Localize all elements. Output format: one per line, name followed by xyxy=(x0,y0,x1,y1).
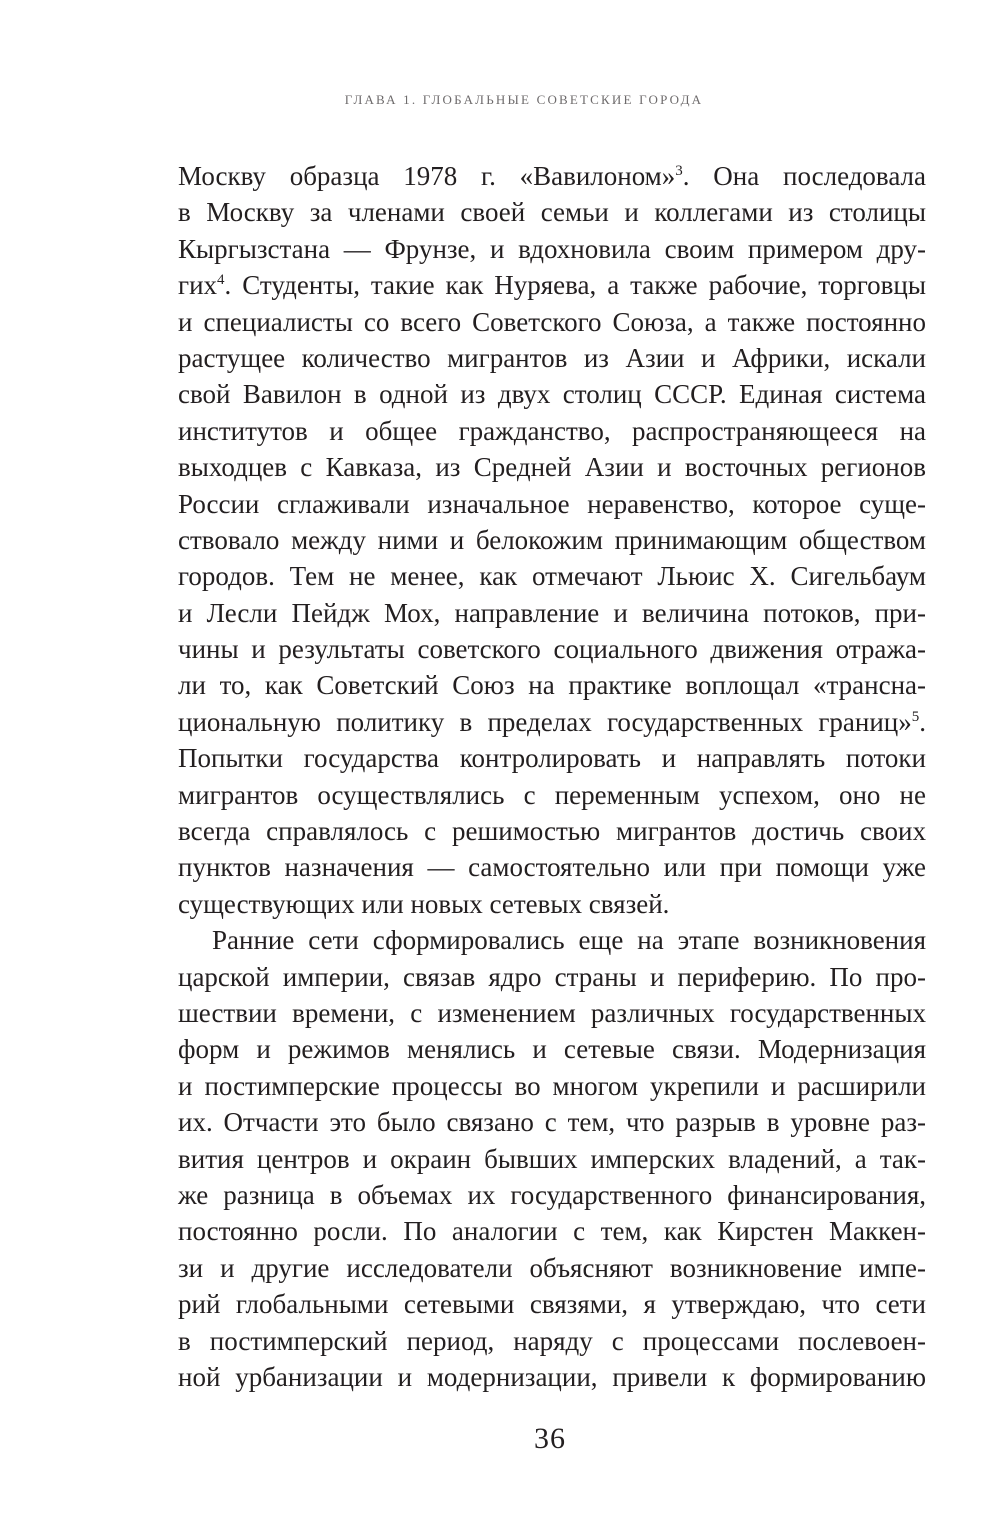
text-line: выходцев с Кавказа, из Средней Азии и восточных регионов xyxy=(178,452,926,483)
text-line: Москву образца 1978 г. «Вавилоном»$^3$. Она последовала xyxy=(178,161,927,191)
text-line: мигрантов осуществлялись с переменным успехом, оно не xyxy=(178,779,926,810)
text-line: ной урбанизации и модернизации, привели к формированию xyxy=(178,1361,926,1392)
paragraph-2 xyxy=(178,922,926,1395)
text-line: институтов и общее гражданство, распространяющееся на xyxy=(178,415,926,446)
running-head: ГЛАВА 1. ГЛОБАЛЬНЫЕ СОВЕТСКИЕ ГОРОДА xyxy=(344,92,704,107)
text-line: ли то, как Советский Союз на практике воплощал «трансна- xyxy=(178,670,926,701)
text-line: форм и режимов менялись и сетевые связи. Модернизация xyxy=(178,1034,926,1065)
page-number: 36 xyxy=(534,1422,566,1455)
text-line: царской империи, связав ядро страны и периферию. По про- xyxy=(178,961,926,992)
text-line: же разница в объемах их государственного финансирования, xyxy=(178,1179,926,1210)
text-line: циональную политику в пределах государственных границ»$^5$. xyxy=(178,706,926,737)
text-line: шествии времени, с изменением различных государственных xyxy=(178,997,926,1028)
text-line: ствовало между ними и белокожим принимающим обществом xyxy=(178,524,926,555)
text-line: и Лесли Пейдж Мох, направление и величина потоков, при- xyxy=(178,597,926,628)
text-line: и постимперские процессы во многом укрепили и расширили xyxy=(178,1070,926,1101)
text-line: чины и результаты советского социального движения отража- xyxy=(178,634,926,665)
body-text xyxy=(178,158,926,1395)
text-line: всегда справлялось с решимостью мигрантов достичь своих xyxy=(178,816,926,847)
text-line: Кыргызстана — Фрунзе, и вдохновила своим примером дру- xyxy=(178,233,926,264)
text-line: России сглаживали изначальное неравенство, которое суще- xyxy=(178,488,926,519)
footnote-marker[interactable]: 4 xyxy=(217,272,225,289)
footnote-marker[interactable]: 3 xyxy=(675,163,683,179)
text-line: Попытки государства контролировать и направлять потоки xyxy=(178,743,926,774)
text-line: их. Отчасти это было связано с тем, что разрыв в уровне раз- xyxy=(178,1107,926,1138)
text-line: гих$^4$. Студенты, такие как Нуряева, а также рабочие, торговцы xyxy=(178,270,926,301)
text-line: в Москву за членами своей семьи и коллегами из столицы xyxy=(178,197,926,228)
text-line: рий глобальными сетевыми связями, я утверждаю, что сети xyxy=(178,1289,926,1320)
text-line: пунктов назначения — самостоятельно или при помощи уже xyxy=(178,852,926,883)
text-line: городов. Тем не менее, как отмечают Льюис Х. Сигельбаум xyxy=(178,561,926,592)
text-line: свой Вавилон в одной из двух столиц СССР. Единая система xyxy=(178,379,926,410)
text-line: и специалисты со всего Советского Союза, а также постоянно xyxy=(178,306,926,337)
text-line: вития центров и окраин бывших имперских владений, а так- xyxy=(178,1143,926,1174)
footnote-marker[interactable]: 5 xyxy=(911,708,920,725)
text-line: в постимперский период, наряду с процессами послевоен- xyxy=(178,1325,926,1356)
text-line: зи и другие исследователи объясняют возникновение импе- xyxy=(178,1252,926,1283)
text-line: Ранние сети сформировались еще на этапе возникновения xyxy=(212,925,926,956)
text-line: постоянно росли. По аналогии с тем, как Кирстен Маккен- xyxy=(178,1216,926,1247)
text-line: растущее количество мигрантов из Азии и Африки, искали xyxy=(178,342,926,373)
text-line: существующих или новых сетевых связей. xyxy=(178,888,670,919)
paragraph-1 xyxy=(178,158,926,922)
